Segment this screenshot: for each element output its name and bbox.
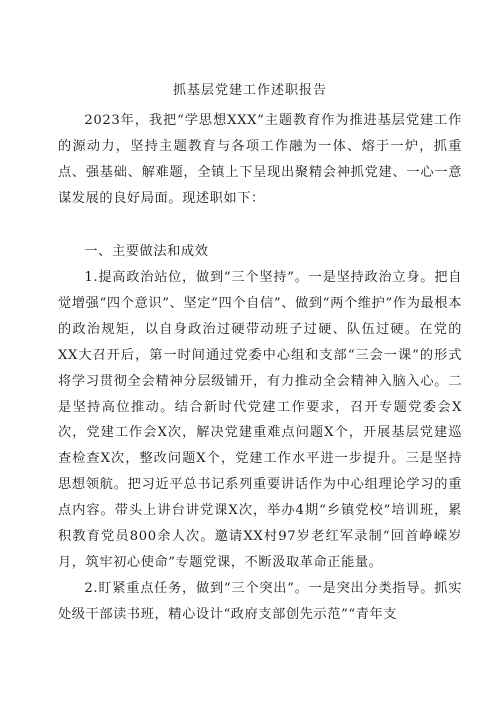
point-1-paragraph: 1.提高政治站位，做到“三个坚持”。一是坚持政治立身。把自觉增强“四个意识”、坚定“四个自信”、做到“两个维护”作为最根本的政治规矩，以自身政治过硬带动班子过硬、队伍过硬。在党的XX大召开后，第一时间通过党委中心组和支部“三会一课”的形式将学习贯彻全会精神分层级铺开，有力推动全会精神入脑入心。二是坚持高位推动。结合新时代党建工作要求，召开专题党委会X次，党建工作会X次，解决党建重难点问题X个，开展基层党建巡查检查X次，整改问题X个，党建工作水平进一步提升。三是坚持思想领航。把习近平总书记系列重要讲话作为中心组理论学习的重点内容。带头上讲台讲党课X次，举办4期“乡镇党校”培训班，累积教育党员800余人次。邀请XX村97岁老红军录制“回首峥嵘岁月，筑牢初心使命”专题党课，不断汲取革命正能量。 [58,270,462,570]
document-title: 抓基层党建工作述职报告 [172,83,327,98]
section-heading: 一、主要做法和成效 [84,244,209,259]
point-2-paragraph: 2.盯紧重点任务，做到“三个突出”。一是突出分类指导。抓实处级干部读书班，精心设计“政府支部创先示范”“青年支 [58,581,462,622]
intro-paragraph: 2023年，我把“学思想XXX”主题教育作为推进基层党建工作的源动力，坚持主题教育与各项工作融为一体、熔于一炉，抓重点、强基础、解难题，全镇上下呈现出聚精会神抓党建、一心一意谋发展的良好局面。现述职如下： [58,113,462,206]
